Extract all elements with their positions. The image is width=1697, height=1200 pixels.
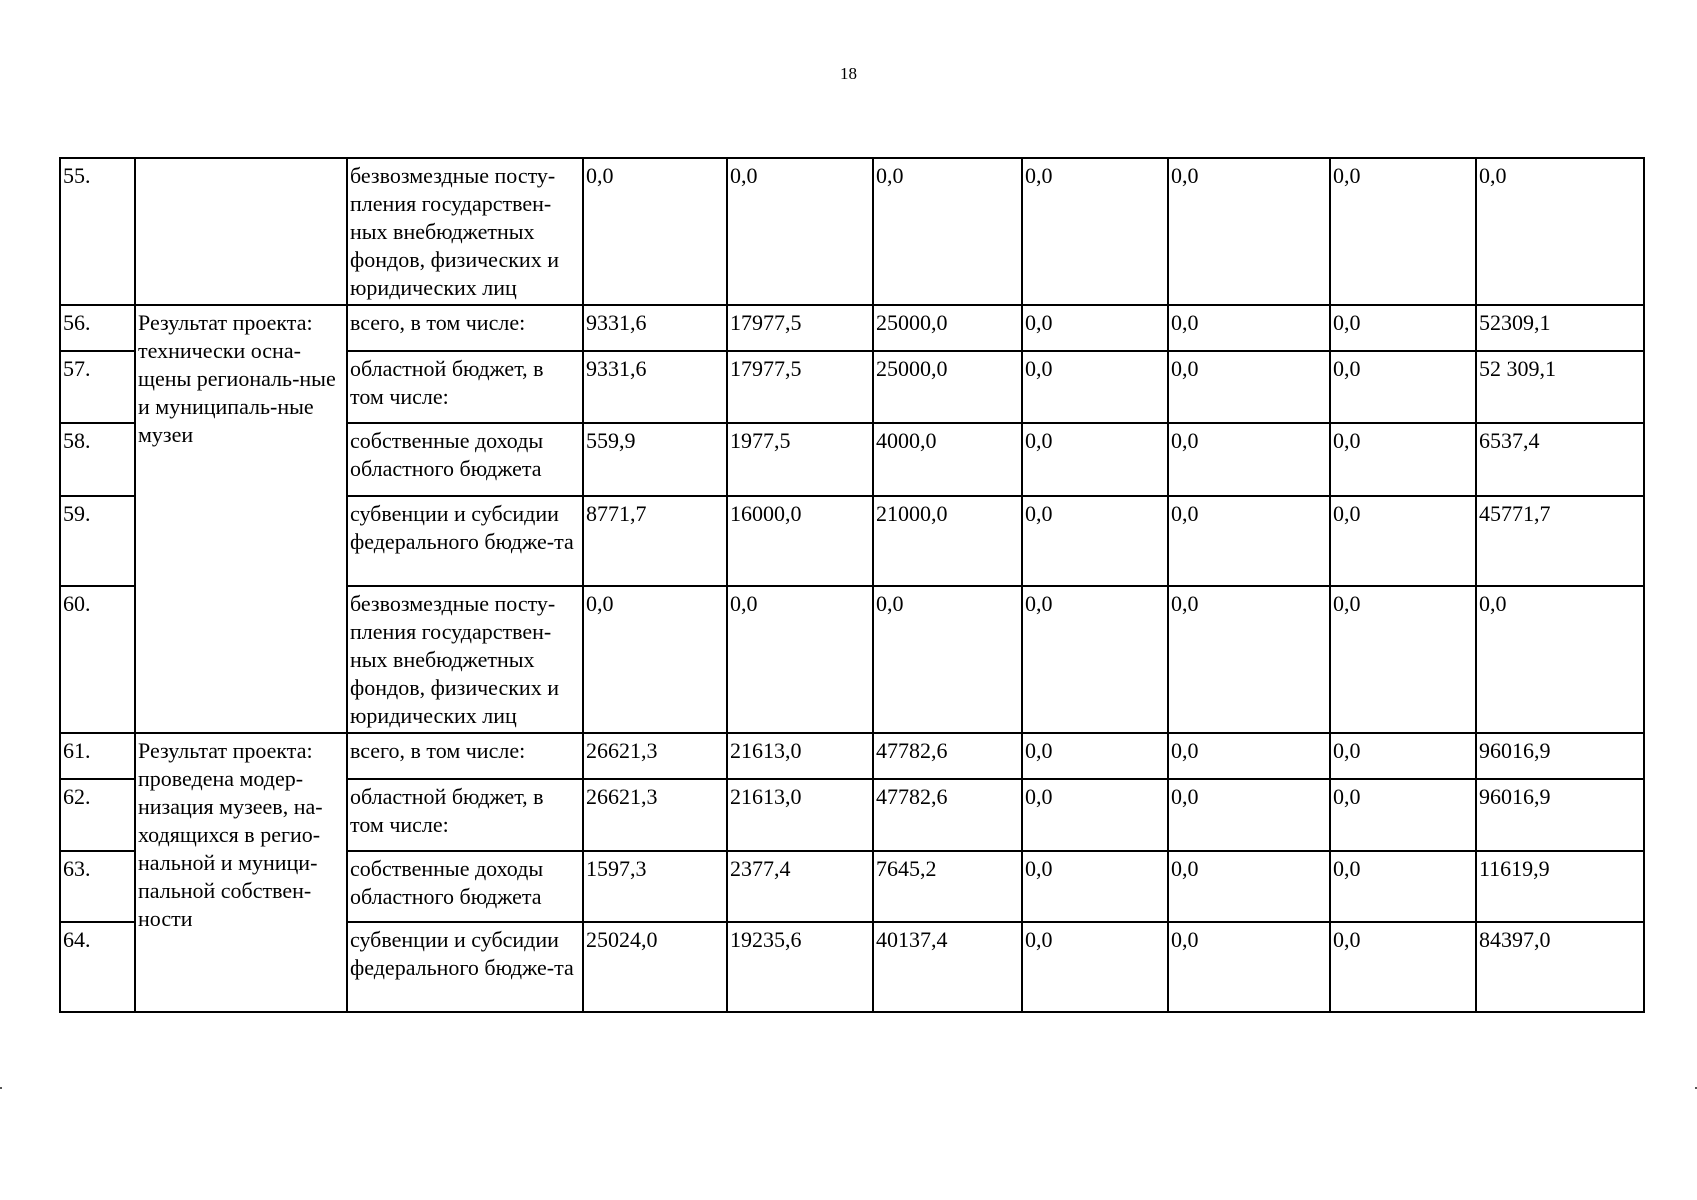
funding-source: областной бюджет, в том числе:	[347, 779, 583, 851]
amount-value: 47782,6	[873, 733, 1022, 779]
amount-value: 17977,5	[727, 351, 873, 423]
amount-value: 0,0	[1168, 158, 1330, 305]
funding-source: всего, в том числе:	[347, 733, 583, 779]
total-value: 52 309,1	[1476, 351, 1644, 423]
amount-value: 0,0	[1330, 851, 1476, 922]
amount-value: 9331,6	[583, 305, 727, 351]
scan-mark-left	[0, 1087, 2, 1089]
table-row	[60, 733, 1644, 779]
funding-source: всего, в том числе:	[347, 305, 583, 351]
funding-source: безвозмездные посту-пления государствен-ных внебюджетных фондов, физических и юридических лиц	[347, 586, 583, 733]
page-number: 18	[840, 64, 857, 83]
amount-value: 0,0	[1022, 305, 1168, 351]
funding-source: субвенции и субсидии федерального бюдже-та	[347, 496, 583, 586]
amount-value: 0,0	[1330, 351, 1476, 423]
amount-value: 0,0	[1022, 158, 1168, 305]
amount-value: 1597,3	[583, 851, 727, 922]
amount-value: 0,0	[1330, 733, 1476, 779]
project-result: Результат проекта: технически осна-щены региональ-ные и муниципаль-ные музеи	[135, 305, 347, 733]
amount-value: 0,0	[1022, 779, 1168, 851]
amount-value: 0,0	[1022, 922, 1168, 1012]
row-number: 59.	[60, 496, 135, 586]
amount-value: 0,0	[1168, 351, 1330, 423]
project-result: Результат проекта: проведена модер-низация музеев, на-ходящихся в регио-нальной и муници-пальной собствен-ности	[135, 733, 347, 1012]
row-number: 62.	[60, 779, 135, 851]
table-row	[60, 305, 1644, 351]
funding-source: безвозмездные посту-пления государствен-ных внебюджетных фондов, физических и юридических лиц	[347, 158, 583, 305]
amount-value: 2377,4	[727, 851, 873, 922]
amount-value: 21613,0	[727, 733, 873, 779]
amount-value: 7645,2	[873, 851, 1022, 922]
amount-value: 26621,3	[583, 779, 727, 851]
total-value: 52309,1	[1476, 305, 1644, 351]
table-row	[60, 158, 1644, 305]
total-value: 84397,0	[1476, 922, 1644, 1012]
funding-source: субвенции и субсидии федерального бюдже-та	[347, 922, 583, 1012]
amount-value: 0,0	[1168, 779, 1330, 851]
amount-value: 0,0	[873, 158, 1022, 305]
amount-value: 16000,0	[727, 496, 873, 586]
amount-value: 0,0	[1022, 586, 1168, 733]
amount-value: 0,0	[1168, 851, 1330, 922]
amount-value: 8771,7	[583, 496, 727, 586]
total-value: 6537,4	[1476, 423, 1644, 496]
amount-value: 21000,0	[873, 496, 1022, 586]
amount-value: 0,0	[583, 158, 727, 305]
amount-value: 25000,0	[873, 305, 1022, 351]
amount-value: 9331,6	[583, 351, 727, 423]
total-value: 45771,7	[1476, 496, 1644, 586]
amount-value: 47782,6	[873, 779, 1022, 851]
amount-value: 0,0	[1330, 586, 1476, 733]
amount-value: 0,0	[1022, 733, 1168, 779]
amount-value: 0,0	[1330, 496, 1476, 586]
total-value: 96016,9	[1476, 733, 1644, 779]
amount-value: 0,0	[583, 586, 727, 733]
amount-value: 25000,0	[873, 351, 1022, 423]
amount-value: 0,0	[1330, 922, 1476, 1012]
total-value: 96016,9	[1476, 779, 1644, 851]
funding-source: собственные доходы областного бюджета	[347, 851, 583, 922]
amount-value: 0,0	[1168, 922, 1330, 1012]
row-number: 57.	[60, 351, 135, 423]
amount-value: 0,0	[727, 586, 873, 733]
row-number: 58.	[60, 423, 135, 496]
amount-value: 40137,4	[873, 922, 1022, 1012]
row-number: 60.	[60, 586, 135, 733]
amount-value: 0,0	[1168, 496, 1330, 586]
amount-value: 0,0	[1168, 423, 1330, 496]
amount-value: 0,0	[873, 586, 1022, 733]
row-number: 64.	[60, 922, 135, 1012]
amount-value: 21613,0	[727, 779, 873, 851]
project-result	[135, 158, 347, 305]
total-value: 0,0	[1476, 586, 1644, 733]
row-number: 61.	[60, 733, 135, 779]
budget-table	[59, 157, 1645, 1013]
amount-value: 559,9	[583, 423, 727, 496]
total-value: 11619,9	[1476, 851, 1644, 922]
row-number: 55.	[60, 158, 135, 305]
amount-value: 19235,6	[727, 922, 873, 1012]
row-number: 56.	[60, 305, 135, 351]
row-number: 63.	[60, 851, 135, 922]
amount-value: 4000,0	[873, 423, 1022, 496]
amount-value: 25024,0	[583, 922, 727, 1012]
funding-source: областной бюджет, в том числе:	[347, 351, 583, 423]
amount-value: 0,0	[1330, 305, 1476, 351]
amount-value: 1977,5	[727, 423, 873, 496]
funding-source: собственные доходы областного бюджета	[347, 423, 583, 496]
amount-value: 0,0	[1168, 305, 1330, 351]
amount-value: 0,0	[1022, 496, 1168, 586]
amount-value: 0,0	[1022, 351, 1168, 423]
amount-value: 0,0	[1168, 586, 1330, 733]
amount-value: 17977,5	[727, 305, 873, 351]
amount-value: 0,0	[1330, 158, 1476, 305]
amount-value: 0,0	[1022, 851, 1168, 922]
amount-value: 0,0	[1330, 423, 1476, 496]
total-value: 0,0	[1476, 158, 1644, 305]
amount-value: 26621,3	[583, 733, 727, 779]
amount-value: 0,0	[727, 158, 873, 305]
amount-value: 0,0	[1168, 733, 1330, 779]
amount-value: 0,0	[1330, 779, 1476, 851]
amount-value: 0,0	[1022, 423, 1168, 496]
